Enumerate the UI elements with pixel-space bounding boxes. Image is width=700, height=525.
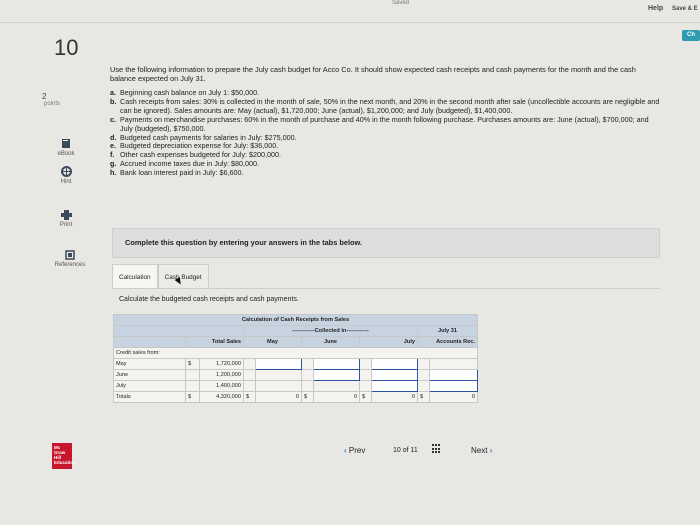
top-divider <box>0 22 700 23</box>
ebook-icon <box>61 138 71 149</box>
print-tool[interactable] <box>44 210 88 228</box>
credit-sales-label: Credit sales from: <box>114 348 478 359</box>
answer-tabs <box>112 264 209 289</box>
may-collected-may-input[interactable] <box>256 359 302 370</box>
list-item: g. Accrued income taxes due in July: $80,000. <box>110 159 260 169</box>
hint-tool[interactable] <box>44 166 88 185</box>
mcgraw-hill-logo: Mc Graw Hill Education <box>52 443 72 469</box>
list-item: c. Payments on merchandise purchases: 60% in the month of purchase and 40% in the month following purchase. Purchases amounts are: June (actual), $700,000; and July (budgeted), $750,000. <box>110 114 649 133</box>
complete-instruction-bar: Complete this question by entering your answers in the tabs below. <box>112 228 660 258</box>
tab-instruction: Calculate the budgeted cash receipts and cash payments. <box>119 296 299 303</box>
question-number: 10 <box>54 35 79 60</box>
question-intro: Use the following information to prepare the July cash budget for Acco Co. It should show expected cash receipts and cash payments for the month and the cash balance expected on July 31. <box>110 65 636 83</box>
saved-status: Saved <box>392 0 410 6</box>
list-item: d. Budgeted cash payments for salaries in July: $275,000. <box>110 132 297 142</box>
june-collected-june-input[interactable] <box>314 370 360 381</box>
july-collected-may-input[interactable] <box>372 359 418 370</box>
collected-in-header: ------------Collected in------------ <box>244 326 418 337</box>
july-collected-june-input[interactable] <box>372 370 418 381</box>
check-button[interactable]: Ch <box>682 30 700 41</box>
tab-cash-budget[interactable]: Cash Budget <box>158 264 209 289</box>
list-item: b. Cash receipts from sales: 30% is collected in the month of sale, 50% in the next month, and 20% in the second month after sale (uncollectible accounts are negligible and can be ignored). Sales amounts are: May (actual), $1,720,000; June (actual), $1,200,000; and July (budgeted), $1,400,000. <box>110 96 660 115</box>
top-bar <box>0 0 700 16</box>
ebook-label: eBook <box>57 151 75 157</box>
save-exit-link[interactable]: Save & E <box>672 6 698 12</box>
col-accounts-rec: Accounts Rec. <box>418 337 478 348</box>
list-item: f. Other cash expenses budgeted for July: $200,000. <box>110 150 282 160</box>
table-row: July 1,400,000 <box>114 381 478 392</box>
given-info-list <box>110 89 662 178</box>
accounts-header-top: July 31 <box>418 326 478 337</box>
accounts-rec-july-input[interactable] <box>430 381 478 392</box>
list-item: e. Budgeted depreciation expense for July: $36,000. <box>110 141 279 151</box>
next-button[interactable]: Next › <box>471 446 493 455</box>
print-label: Print <box>59 222 73 228</box>
points-label: points <box>44 101 61 107</box>
hint-icon <box>61 166 72 177</box>
table-row-totals: Totals $ 4,320,000 $ 0 $ 0 $ 0 $ 0 <box>114 392 478 403</box>
col-may: May <box>244 337 302 348</box>
ebook-tool[interactable] <box>44 138 88 157</box>
page-indicator: 10 of 11 <box>393 447 418 454</box>
table-row: May $ 1,720,000 <box>114 359 478 370</box>
print-icon <box>61 210 72 220</box>
points-value: 2 <box>42 92 47 101</box>
chevron-right-icon: › <box>489 446 493 455</box>
list-item: h. Bank loan interest paid in July: $6,600. <box>110 168 244 178</box>
table-row: June 1,200,000 <box>114 370 478 381</box>
col-june: June <box>302 337 360 348</box>
references-label: References <box>54 262 86 268</box>
cash-receipts-table <box>113 314 478 403</box>
help-link[interactable]: Help <box>648 5 664 12</box>
list-item: a. Beginning cash balance on July 1: $50,000. <box>110 88 260 97</box>
june-collected-may-input[interactable] <box>314 359 360 370</box>
tabs-divider <box>112 288 660 289</box>
tab-calculation[interactable]: Calculation <box>112 264 158 289</box>
hint-label: Hint <box>60 179 72 185</box>
accounts-rec-june-input[interactable] <box>430 370 478 381</box>
chevron-left-icon: ‹ <box>344 446 347 455</box>
col-july: July <box>360 337 418 348</box>
july-collected-july-input[interactable] <box>372 381 418 392</box>
references-icon <box>65 250 75 260</box>
grid-icon[interactable] <box>432 444 442 454</box>
references-tool[interactable] <box>48 250 92 268</box>
col-total-sales: Total Sales <box>186 337 244 348</box>
prev-button[interactable]: ‹ Prev <box>344 446 366 455</box>
table-title: Calculation of Cash Receipts from Sales <box>114 315 478 326</box>
